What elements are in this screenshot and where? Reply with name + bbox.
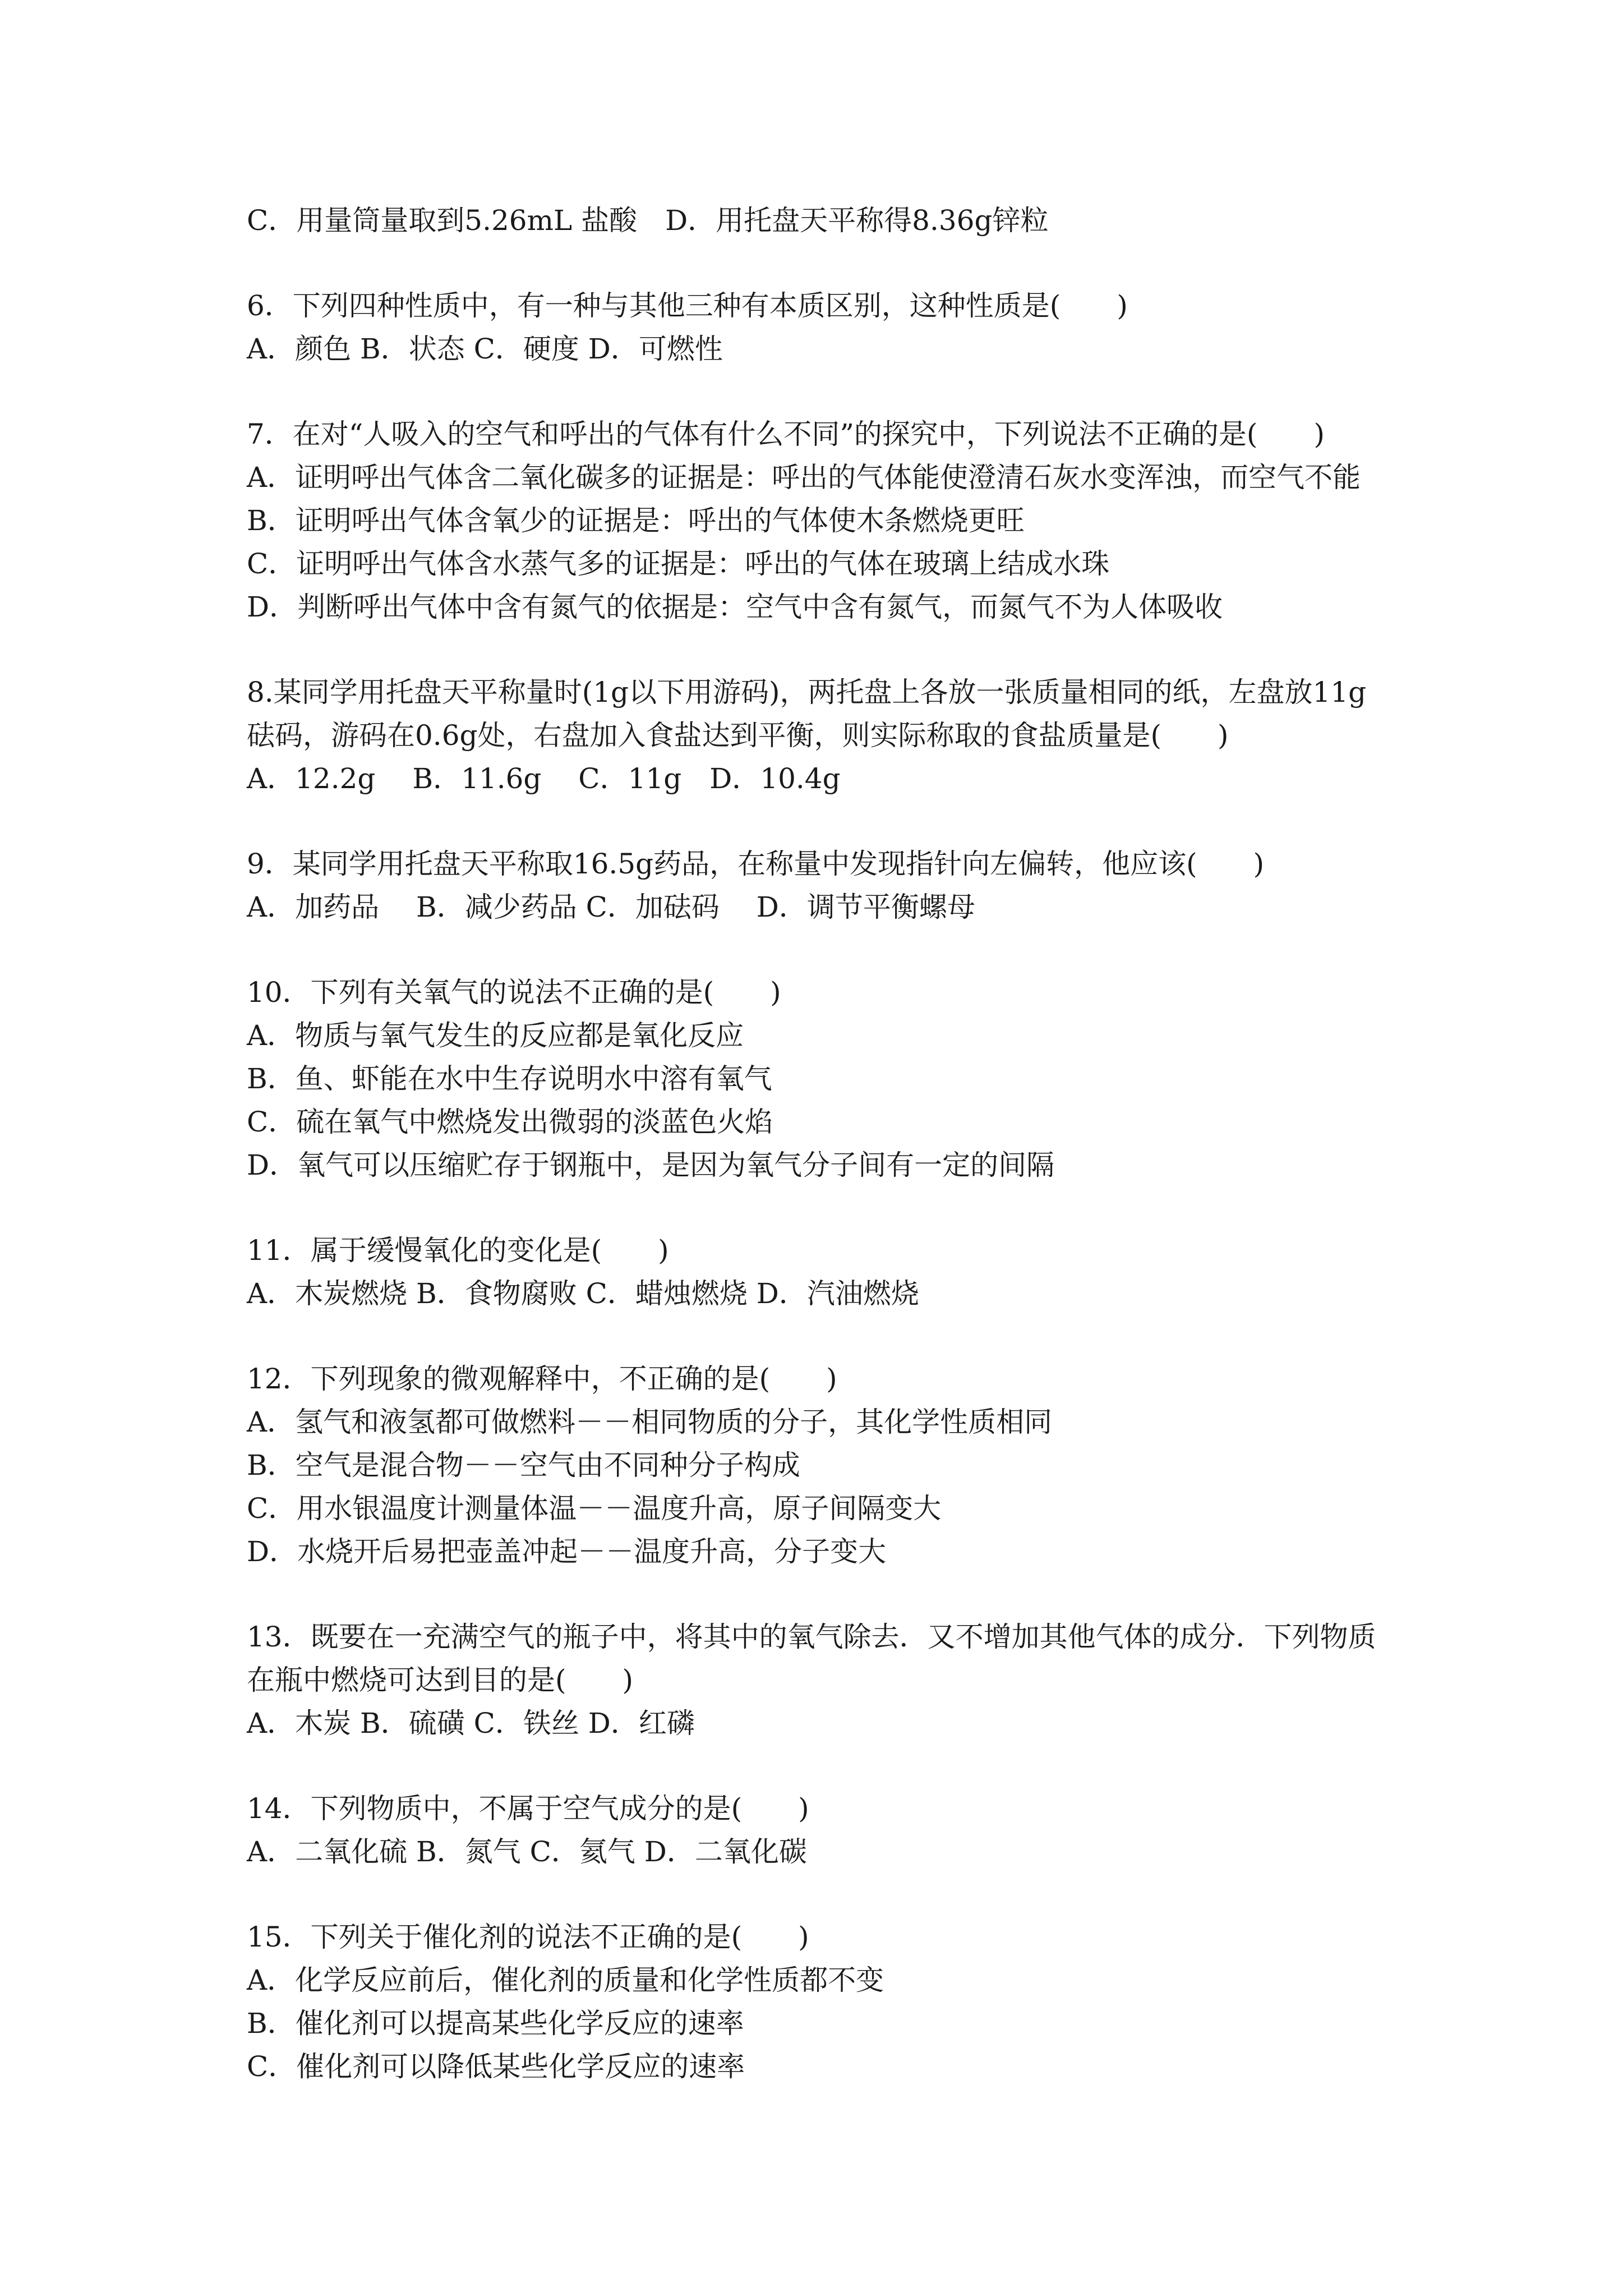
question-6: [247, 284, 1413, 371]
question-15-option-a: A．化学反应前后，催化剂的质量和化学性质都不变: [247, 1964, 884, 1996]
question-7-option-c: C．证明呼出气体含水蒸气多的证据是：呼出的气体在玻璃上结成水珠: [247, 547, 1110, 580]
question-11: [247, 1229, 1413, 1315]
question-8-stem-line-2: 砝码，游码在0.6g处，右盘加入食盐达到平衡，则实际称取的食盐质量是( ): [247, 719, 1229, 752]
question-15-option-b: B．催化剂可以提高某些化学反应的速率: [247, 2007, 744, 2040]
question-11-stem: 11．属于缓慢氧化的变化是( ): [247, 1234, 669, 1267]
question-14-stem: 14．下列物质中，不属于空气成分的是( ): [247, 1792, 809, 1825]
question-12-option-a: A．氢气和液氢都可做燃料－－相同物质的分子，其化学性质相同: [247, 1406, 1053, 1438]
question-10-option-a: A．物质与氧气发生的反应都是氧化反应: [247, 1019, 744, 1052]
question-list: [247, 199, 1413, 2088]
question-7-option-a: A．证明呼出气体含二氧化碳多的证据是：呼出的气体能使澄清石灰水变浑浊，而空气不能: [247, 461, 1361, 494]
question-13-options: A．木炭 B．硫磺 C．铁丝 D．红磷: [247, 1707, 695, 1740]
question-15-option-c: C．催化剂可以降低某些化学反应的速率: [247, 2050, 745, 2083]
question-10-option-b: B．鱼、虾能在水中生存说明水中溶有氧气: [247, 1062, 772, 1095]
question-12-option-c: C．用水银温度计测量体温－－温度升高，原子间隔变大: [247, 1492, 942, 1525]
question-8-options: A．12.2g B．11.6g C．11g D．10.4g: [247, 762, 841, 795]
question-10-option-c: C．硫在氧气中燃烧发出微弱的淡蓝色火焰: [247, 1106, 773, 1138]
question-10-stem: 10．下列有关氧气的说法不正确的是( ): [247, 976, 781, 1009]
question-12: [247, 1358, 1413, 1573]
question-12-option-b: B．空气是混合物－－空气由不同种分子构成: [247, 1449, 800, 1481]
question-15: [247, 1916, 1413, 2088]
question-8-stem-line-1: 8.某同学用托盘天平称量时(1g以下用游码)，两托盘上各放一张质量相同的纸，左盘放11g: [247, 676, 1367, 708]
question-14: [247, 1787, 1413, 1874]
question-9-options: A．加药品 B．减少药品 C．加砝码 D．调节平衡螺母: [247, 891, 975, 923]
question-13: [247, 1616, 1413, 1745]
question-15-stem: 15．下列关于催化剂的说法不正确的是( ): [247, 1921, 809, 1953]
question-11-options: A．木炭燃烧 B．食物腐败 C．蜡烛燃烧 D．汽油燃烧: [247, 1277, 919, 1310]
question-7-option-d: D．判断呼出气体中含有氮气的依据是：空气中含有氮气，而氮气不为人体吸收: [247, 591, 1223, 623]
question-12-option-d: D．水烧开后易把壶盖冲起－－温度升高，分子变大: [247, 1535, 887, 1568]
question-13-stem-line-1: 13．既要在一充满空气的瓶子中，将其中的氧气除去．又不增加其他气体的成分．下列物质: [247, 1621, 1376, 1653]
question-7-stem: 7．在对“人吸入的空气和呼出的气体有什么不同”的探究中，下列说法不正确的是( ): [247, 418, 1325, 450]
question-8: [247, 671, 1413, 800]
question-6-options: A．颜色 B．状态 C．硬度 D．可燃性: [247, 333, 723, 365]
question-7: [247, 413, 1413, 629]
question-9: [247, 843, 1413, 929]
question-13-stem-line-2: 在瓶中燃烧可达到目的是( ): [247, 1664, 634, 1696]
question-7-option-b: B．证明呼出气体含氧少的证据是：呼出的气体使木条燃烧更旺: [247, 504, 1025, 537]
question-10-option-d: D．氧气可以压缩贮存于钢瓶中，是因为氧气分子间有一定的间隔: [247, 1149, 1055, 1181]
question-14-options: A．二氧化硫 B．氮气 C．氦气 D．二氧化碳: [247, 1835, 807, 1868]
question-10: [247, 971, 1413, 1187]
question-12-stem: 12．下列现象的微观解释中，不正确的是( ): [247, 1363, 837, 1395]
question-5-options-c-d: C．用量筒量取到5.26mL 盐酸 D．用托盘天平称得8.36g锌粒: [247, 204, 1049, 237]
question-9-stem: 9．某同学用托盘天平称取16.5g药品，在称量中发现指针向左偏转，他应该( ): [247, 848, 1265, 880]
question-6-stem: 6．下列四种性质中，有一种与其他三种有本质区别，这种性质是( ): [247, 289, 1128, 322]
question-5-continued: [247, 199, 1413, 242]
